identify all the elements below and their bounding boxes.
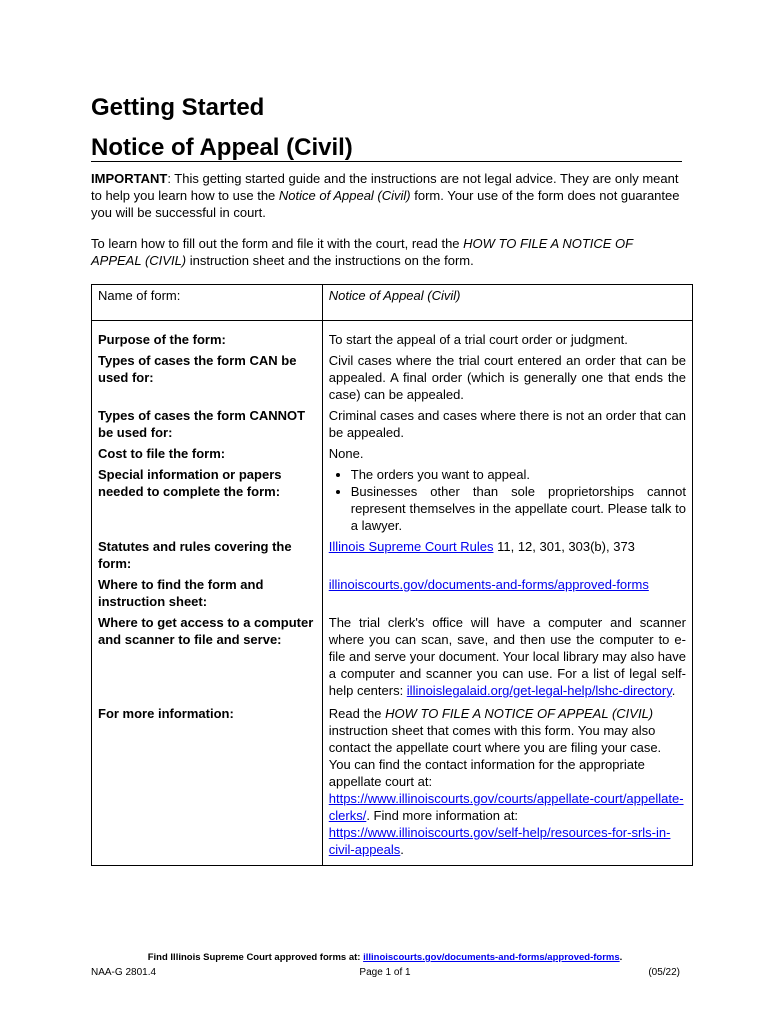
important-notice [91,170,686,221]
footer-find-end: . [619,952,623,963]
list-item: • The orders you want to appeal. [351,466,686,483]
statutes-label: Statutes and rules covering the form: [92,536,323,574]
important-text-end: form. Your use of the form does not guarantee you will be successful in court. [91,188,680,220]
list-item: • Businesses other than sole proprietorships cannot represent themselves in the appellate court. Please talk to a lawyer. [351,483,686,534]
learn-text: To learn how to fill out the form and file it with the court, read the [91,236,464,251]
table-row [92,536,693,574]
purpose-label: Purpose of the form: [92,321,323,351]
page-title: Getting Started [91,94,265,121]
civil-appeals-resources-link[interactable]: https://www.illinoiscourts.gov/self-help/resources-for-srls-in-civil-appeals [328,825,671,857]
table-row [92,574,693,612]
access-value [322,612,692,701]
table-row [92,443,693,464]
name-value: Notice of Appeal (Civil) [322,285,692,321]
supreme-court-rules-link[interactable]: Illinois Supreme Court Rules [328,539,494,554]
cannot-label: Types of cases the form CANNOT be used for: [92,405,323,443]
more-info-label: For more information: [92,701,323,866]
revision-date: (05/22) [648,967,680,978]
more-text: Read the [328,706,386,721]
learn-paragraph [91,235,686,269]
special-value [322,464,692,536]
table-row [92,612,693,701]
access-label: Where to get access to a computer and scanner to file and serve: [92,612,323,701]
name-label: Name of form: [92,285,323,321]
learn-instruction-sheet: HOW TO FILE A NOTICE OF APPEAL (CIVIL) [91,236,633,268]
access-text: The trial clerk's office will have a computer and scanner where you can scan, save, and then use the computer to e-file and serve your document. Your local library may also have a computer and scanner you can use. For a list of legal self-help centers: [328,615,686,698]
where-find-value [322,574,692,612]
important-form-name: Notice of Appeal (Civil) [278,188,411,203]
footer-approved-forms-link[interactable]: illinoiscourts.gov/documents-and-forms/approved-forms [363,952,620,963]
form-title: Notice of Appeal (Civil) [91,134,353,161]
access-end: . [671,683,676,698]
table-row [92,350,693,405]
more-info-value [322,701,692,866]
important-text: : This getting started guide and the instructions are not legal advice. They are only meant to help you learn how to use the [91,171,679,203]
learn-text-end: instruction sheet and the instructions on the form. [186,253,474,268]
lshc-directory-link[interactable]: illinoislegalaid.org/get-legal-help/lshc-directory [406,683,672,698]
more-instruction-sheet: HOW TO FILE A NOTICE OF APPEAL (CIVIL) [385,706,654,721]
table-row [92,285,693,321]
special-label: Special information or papers needed to complete the form: [92,464,323,536]
form-info-table [91,284,693,866]
footer-find-text: Find Illinois Supreme Court approved forms at: [147,952,364,963]
statutes-numbers: 11, 12, 301, 303(b), 373 [493,539,635,554]
important-label: IMPORTANT [91,171,168,186]
appellate-clerks-link[interactable]: https://www.illinoiscourts.gov/courts/appellate-court/appellate-clerks/ [328,791,684,823]
table-row [92,405,693,443]
cannot-value: Criminal cases and cases where there is not an order that can be appealed. [322,405,692,443]
table-row [92,701,693,866]
purpose-value: To start the appeal of a trial court order or judgment. [322,321,692,351]
table-row [92,321,693,351]
cost-value: None. [322,443,692,464]
where-find-label: Where to find the form and instruction sheet: [92,574,323,612]
statutes-value [322,536,692,574]
can-label: Types of cases the form CAN be used for: [92,350,323,405]
approved-forms-link[interactable]: illinoiscourts.gov/documents-and-forms/approved-forms [328,577,649,592]
title-divider [91,161,682,162]
form-code: NAA-G 2801.4 [91,967,157,978]
can-value: Civil cases where the trial court entered an order that can be appealed. A final order (which is generally one that ends the case) can be appealed. [322,350,692,405]
footer-approved-forms [0,952,770,963]
table-row [92,464,693,536]
more-end: . [400,842,404,857]
cost-label: Cost to file the form: [92,443,323,464]
special-list [329,466,686,534]
more-text-mid: instruction sheet that comes with this form. You may also contact the appellate court where you are filing your case. You can find the contact information for the appropriate appellate court at: [328,723,662,789]
more-text-end: . Find more information at: [366,808,519,823]
page-number: Page 1 of 1 [359,967,411,978]
